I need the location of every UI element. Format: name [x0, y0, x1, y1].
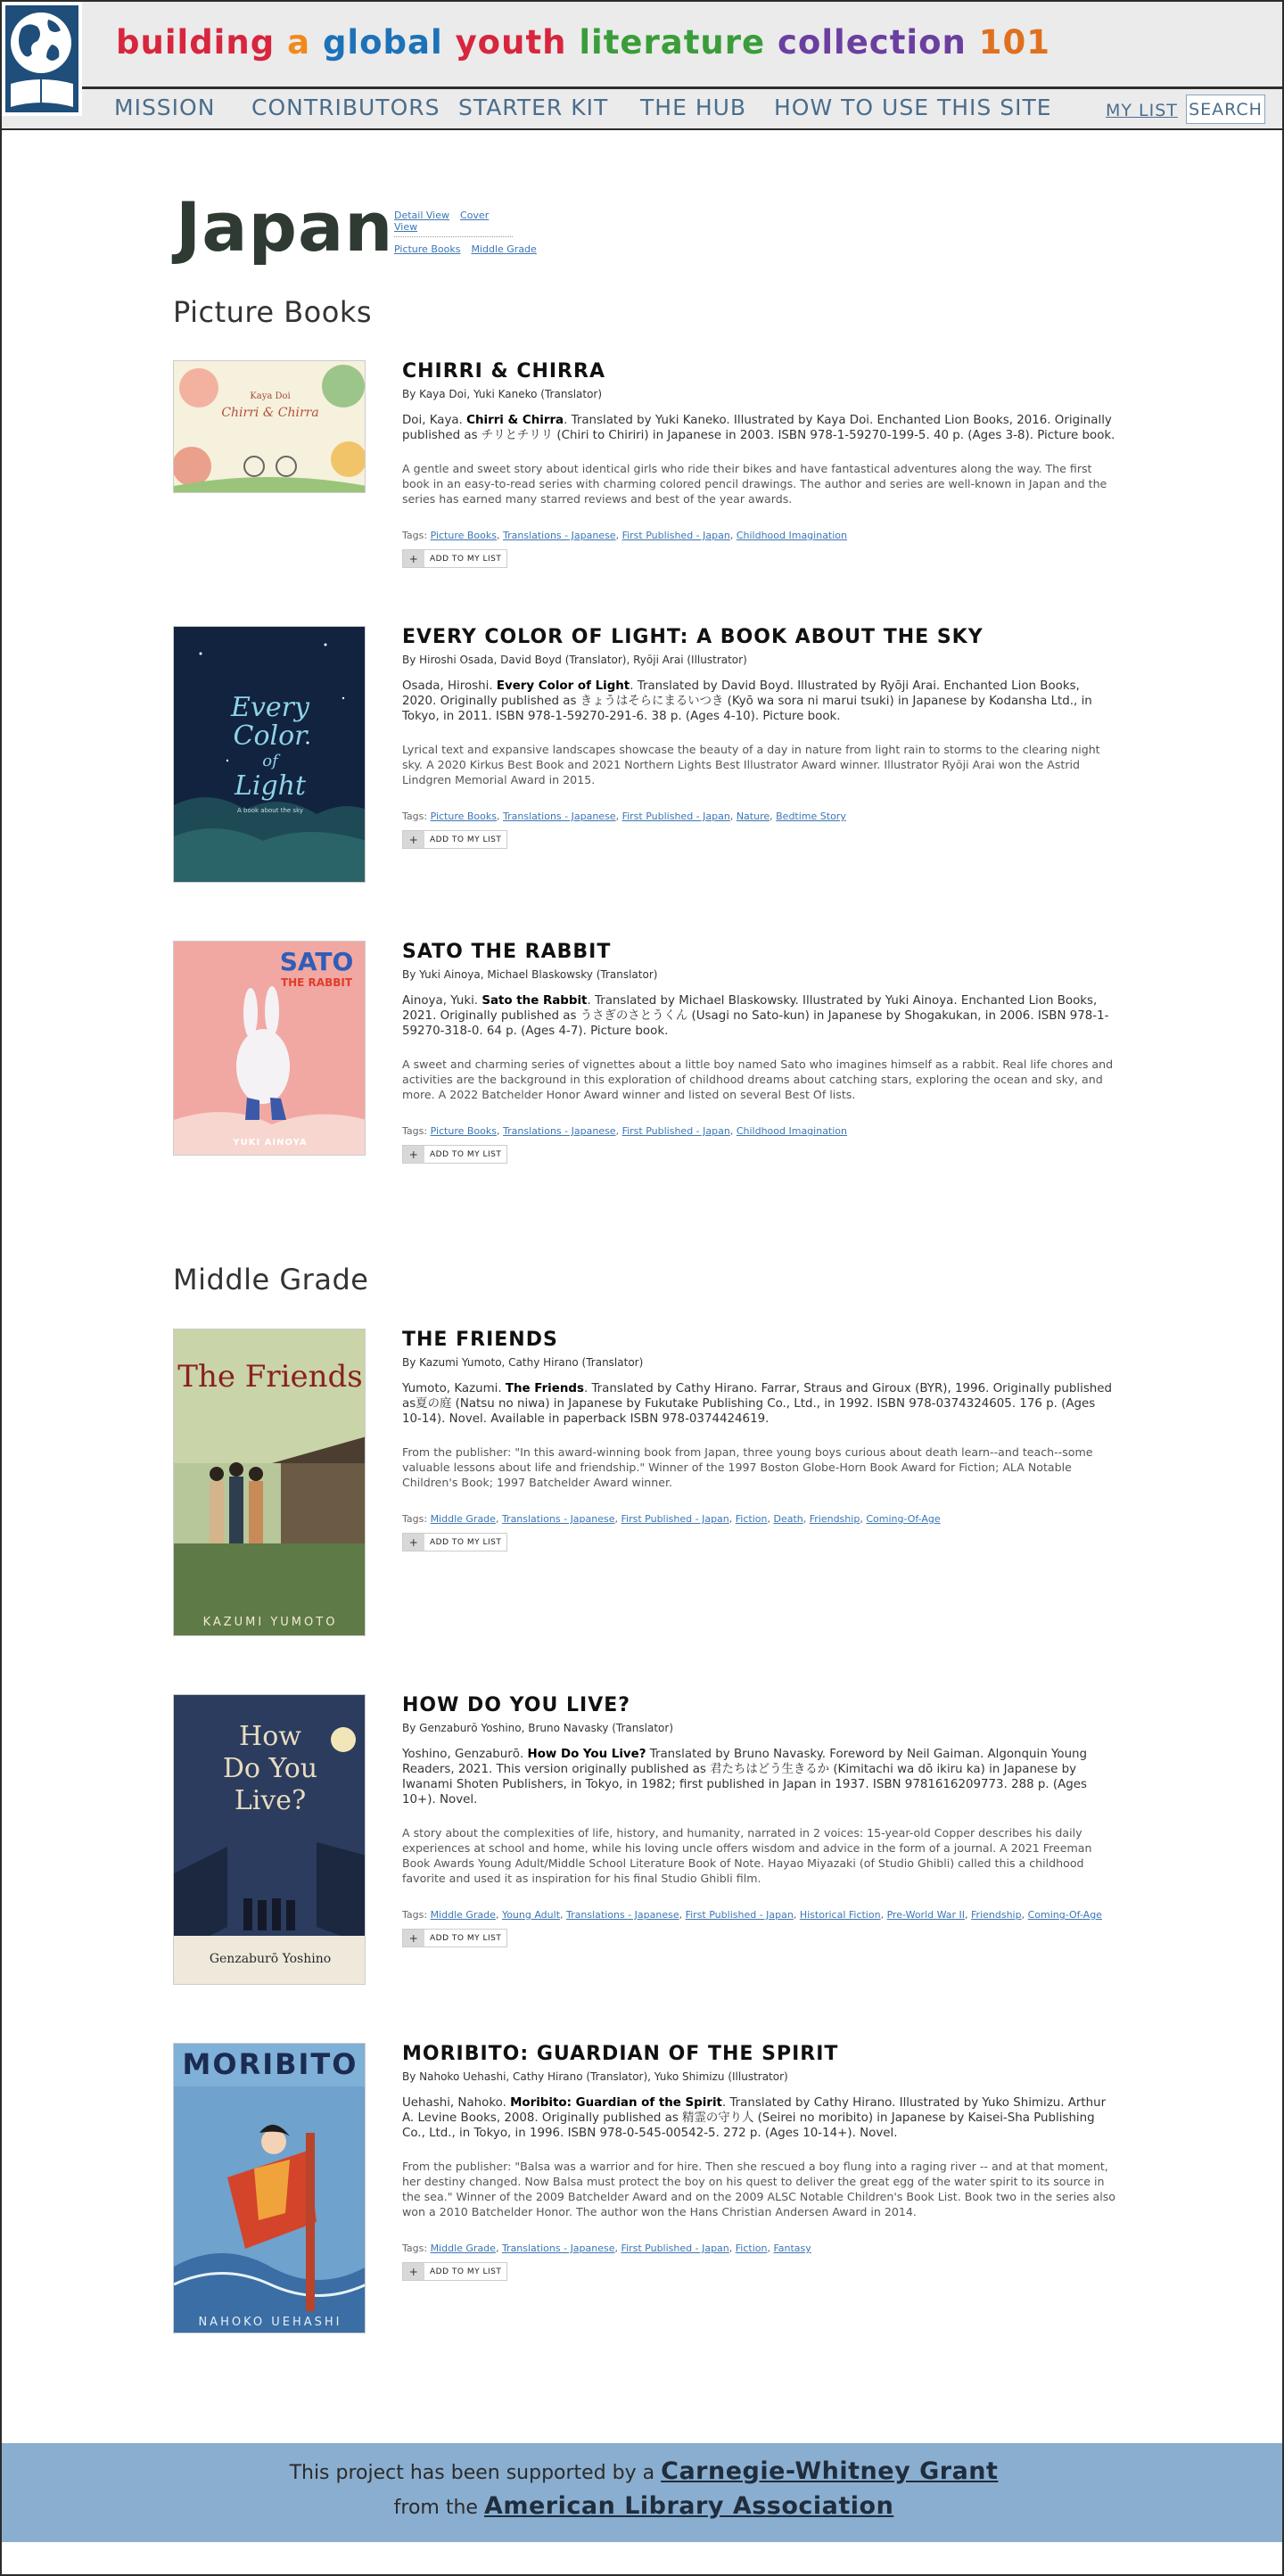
nav-how-to-use[interactable]: HOW TO USE THIS SITE: [774, 95, 1052, 120]
book-title[interactable]: MORIBITO: GUARDIAN OF THE SPIRIT: [402, 2043, 839, 2065]
cover-title-line: Light: [234, 770, 307, 802]
book-tags: Tags: Middle Grade, Young Adult, Translations - Japanese, First Published - Japan, Historical Fiction, Pre-World War II, Friendship, Coming-Of-Age: [402, 1909, 1102, 1921]
book-citation: Doi, Kaya. Chirri & Chirra. Translated by Yuki Kaneko. Illustrated by Kaya Doi. Enchanted Lion Books, 2016. Originally published as チリとチリリ (Chiri to Chiriri) in Japanese in 2003. ISBN 978-1-59270-199-5. 40 p. (Ages 3-8). Picture book.: [402, 414, 1115, 442]
tag-link[interactable]: Middle Grade: [430, 1513, 496, 1525]
book-description: A gentle and sweet story about identical girls who ride their bikes and have fantastical adventures along the way. The first book in an easy-to-read series with charming colored pencil drawings. The author and series are well-known in Japan and the series has earned many starred reviews and best of the year awards.: [402, 462, 1107, 506]
book-info: [402, 2043, 1115, 2281]
book-cover[interactable]: [173, 941, 366, 1156]
site-title-word: building: [116, 23, 276, 62]
cover-subtitle: A book about the sky: [236, 807, 304, 814]
book-title[interactable]: CHIRRI & CHIRRA: [402, 360, 605, 383]
book-cover[interactable]: [173, 1329, 366, 1636]
tag-link[interactable]: Pre-World War II: [886, 1909, 966, 1921]
cover-title-line: Color: [233, 720, 308, 752]
jump-picture-books-link[interactable]: Picture Books: [394, 243, 461, 255]
page-title: Japan: [176, 187, 394, 267]
add-to-list-button[interactable]: + ADD TO MY LIST: [402, 1929, 507, 1947]
book-title[interactable]: THE FRIENDS: [402, 1329, 558, 1351]
cover-art-moribito: [174, 2044, 366, 2333]
tag-link[interactable]: Coming-Of-Age: [1027, 1909, 1102, 1921]
site-title-word: global: [322, 23, 443, 62]
tag-link[interactable]: Nature: [736, 811, 770, 822]
nav-starter-kit[interactable]: STARTER KIT: [458, 95, 609, 120]
book-byline: By Kazumi Yumoto, Cathy Hirano (Translator): [402, 1356, 644, 1369]
cover-art-chirri: [174, 361, 366, 493]
site-title-word: collection: [778, 23, 967, 62]
site-title-word: [310, 23, 323, 62]
my-list-link[interactable]: MY LIST: [1106, 101, 1178, 120]
carnegie-whitney-link[interactable]: Carnegie-Whitney Grant: [661, 2457, 999, 2485]
book-byline: By Yuki Ainoya, Michael Blaskowsky (Translator): [402, 968, 658, 981]
book-byline: By Nahoko Uehashi, Cathy Hirano (Translator), Yuko Shimizu (Illustrator): [402, 2070, 788, 2083]
tag-link[interactable]: First Published - Japan: [621, 1513, 729, 1525]
book-byline: By Hiroshi Osada, David Boyd (Translator), Ryōji Arai (Illustrator): [402, 654, 747, 666]
book-description: A sweet and charming series of vignettes about a little boy named Sato who imagines himself as a rabbit. Real life chores and activities are the background in this exploration of childhood dreams about catching stars, exploring the ocean and sky, and more. A 2022 Batchelder Honor Award winner and listed on several Best Of lists.: [402, 1058, 1114, 1101]
book-description: From the publisher: "Balsa was a warrior and for hire. Then she rescued a boy flung into a raging river -- and at that moment, her destiny changed. Now Balsa must protect the boy on his quest to deliver the great egg of the water spirit to its source in the sea." Winner of the 2009 Batchelder Award and on the 2009 ALSC Notable Children's Book List. Book two in the series also won a 2010 Batchelder Honor. The author won the Hans Christian Andersen Award in 2014.: [402, 2160, 1115, 2218]
add-to-list-button[interactable]: + ADD TO MY LIST: [402, 1533, 507, 1551]
site-title-word: [275, 23, 287, 62]
tag-link[interactable]: Translations - Japanese: [503, 811, 616, 822]
book-info: [402, 626, 1115, 849]
tag-link[interactable]: First Published - Japan: [621, 530, 730, 541]
tag-link[interactable]: Picture Books: [430, 530, 497, 541]
site-title-word: [967, 23, 979, 62]
site-title-word: 101: [978, 23, 1050, 62]
cover-author: YUKI AINOYA: [233, 1138, 308, 1148]
book-title[interactable]: HOW DO YOU LIVE?: [402, 1694, 631, 1716]
cover-title: SATO: [279, 947, 354, 976]
book-byline: By Genzaburō Yoshino, Bruno Navasky (Translator): [402, 1722, 673, 1734]
ala-link[interactable]: American Library Association: [483, 2492, 894, 2520]
nav-contributors[interactable]: CONTRIBUTORS: [251, 95, 440, 120]
book-cover[interactable]: [173, 626, 366, 883]
tag-link[interactable]: First Published - Japan: [685, 1909, 794, 1921]
cover-title-line: Every: [231, 692, 309, 723]
tag-link[interactable]: First Published - Japan: [621, 1125, 730, 1137]
tag-link[interactable]: Historical Fiction: [799, 1909, 881, 1921]
plus-icon: +: [403, 1534, 424, 1551]
add-to-list-button[interactable]: + ADD TO MY LIST: [402, 549, 507, 568]
cover-art-sato: [174, 942, 366, 1156]
tag-link[interactable]: Translations - Japanese: [501, 2243, 615, 2254]
add-to-list-button[interactable]: + ADD TO MY LIST: [402, 1145, 507, 1164]
tag-link[interactable]: Middle Grade: [430, 2243, 496, 2254]
book-info: [402, 1329, 1115, 1551]
cover-title-line: Do You: [222, 1753, 318, 1784]
cover-title: Chirri & Chirra: [221, 406, 319, 420]
book-tags: Tags: Picture Books, Translations - Japanese, First Published - Japan, Childhood Imagination: [402, 1125, 848, 1137]
book-tags: Tags: Picture Books, Translations - Japanese, First Published - Japan, Nature, Bedtime Story: [402, 811, 846, 822]
cover-art-every-color: [174, 627, 366, 883]
book-cover[interactable]: [173, 1694, 366, 1985]
book-citation: Ainoya, Yuki. Sato the Rabbit. Translated by Michael Blaskowsky. Illustrated by Yuki Ainoya. Enchanted Lion Books, 2021. Originally published as うさぎのさとうくん (Usagi no Sato-kun) in Japanese by Shogakukan, in 2006. ISBN 978-1-59270-318-0. 64 p. (Ages 4-7). Picture book.: [402, 994, 1109, 1038]
book-tags: Tags: Middle Grade, Translations - Japanese, First Published - Japan, Fiction, Death, Friendship, Coming-Of-Age: [402, 1513, 941, 1525]
cover-art-the-friends: [174, 1329, 366, 1636]
book-byline: By Kaya Doi, Yuki Kaneko (Translator): [402, 388, 603, 400]
footer-line-2: from the American Library Association: [393, 2492, 894, 2520]
cover-author: NAHOKO UEHASHI: [198, 2316, 342, 2329]
plus-icon: +: [403, 550, 424, 567]
tag-link[interactable]: Picture Books: [430, 811, 497, 822]
cover-author: KAZUMI YUMOTO: [202, 1616, 338, 1629]
cover-title-line: of: [262, 752, 278, 770]
book-citation: Uehashi, Nahoko. Moribito: Guardian of the Spirit. Translated by Cathy Hirano. Illustrated by Yuko Shimizu. Arthur A. Levine Books, 2008. Originally published as 精霊の守り人 (Seirei no moribito) in Japanese by Kaisei-Sha Publishing Co., Ltd., in Tokyo, in 1996. ISBN 978-0-545-00542-5. 272 p. (Ages 10-14+). Novel.: [402, 2096, 1107, 2140]
view-links: [394, 210, 547, 255]
tag-link[interactable]: Friendship: [971, 1909, 1022, 1921]
tag-link[interactable]: Fantasy: [773, 2243, 811, 2254]
globe-book-logo[interactable]: [2, 2, 82, 118]
plus-icon: +: [403, 1146, 424, 1163]
tag-link[interactable]: Fiction: [735, 2243, 768, 2254]
tag-link[interactable]: Fiction: [735, 1513, 768, 1525]
book-info: [402, 360, 1115, 568]
section-title-middle-grade: Middle Grade: [173, 1263, 369, 1296]
cover-subtitle: THE RABBIT: [280, 976, 353, 989]
cover-title-line: Live?: [234, 1785, 307, 1816]
book-cover[interactable]: [173, 360, 366, 493]
tag-link[interactable]: Death: [773, 1513, 803, 1525]
site-title-word: a: [287, 23, 311, 62]
tag-link[interactable]: First Published - Japan: [621, 811, 730, 822]
site-title-word: youth: [455, 23, 567, 62]
tag-link[interactable]: Childhood Imagination: [736, 530, 848, 541]
add-to-list-button[interactable]: + ADD TO MY LIST: [402, 2262, 507, 2281]
cover-title: The Friends: [177, 1359, 363, 1395]
tag-link[interactable]: Picture Books: [430, 1125, 497, 1137]
jump-middle-grade-link[interactable]: Middle Grade: [471, 243, 537, 255]
cover-title: MORIBITO: [182, 2047, 358, 2081]
book-title[interactable]: SATO THE RABBIT: [402, 941, 612, 963]
book-citation: Osada, Hiroshi. Every Color of Light. Translated by David Boyd. Illustrated by Ryōji Arai. Enchanted Lion Books, 2020. Originally published as きょうはそらにまるいつき (Kyō wa sora ni marui tsuki) in Japanese by Kodansha Ltd., in Tokyo, in 2011. ISBN 978-1-59270-291-6. 38 p. (Ages 4-10). Picture book.: [402, 679, 1092, 723]
cover-author: Genzaburō Yoshino: [209, 1952, 332, 1966]
site-title-word: [566, 23, 579, 62]
tag-link[interactable]: Bedtime Story: [776, 811, 846, 822]
tag-link[interactable]: First Published - Japan: [621, 2243, 729, 2254]
footer-line-1: This project has been supported by a Carnegie-Whitney Grant: [289, 2457, 999, 2485]
book-title[interactable]: EVERY COLOR OF LIGHT: A BOOK ABOUT THE SKY: [402, 626, 984, 648]
cover-art-how-do-you-live: [174, 1695, 366, 1985]
tag-link[interactable]: Translations - Japanese: [566, 1909, 679, 1921]
nav-mission[interactable]: MISSION: [114, 95, 216, 120]
book-citation: Yoshino, Genzaburō. How Do You Live? Translated by Bruno Navasky. Foreword by Neil Gaiman. Algonquin Young Readers, 2021. This version originally published as 君たちはどう生きるか (Kimitachi wa dō ikiru ka) in Japanese by Iwanami Shoten Publishers, in Tokyo, in 1982; first published in Japan in 1937. ISBN 9781616209773. 288 p. (Ages 10+). Novel.: [402, 1748, 1088, 1806]
book-tags: Tags: Middle Grade, Translations - Japanese, First Published - Japan, Fiction, Fantasy: [402, 2243, 811, 2254]
book-info: [402, 941, 1115, 1164]
cover-view-link[interactable]: Cover View: [394, 210, 490, 233]
search-button[interactable]: SEARCH: [1186, 95, 1265, 124]
footer: [2, 2443, 1284, 2542]
add-to-list-button[interactable]: + ADD TO MY LIST: [402, 830, 507, 849]
book-description: A story about the complexities of life, history, and humanity, narrated in 2 voices: 15-year-old Copper describes his daily experiences at school and home, while his loving uncle offers wisdom and advice in the form of a journal. A 2021 Freeman Book Awards Young Adult/Middle School Literature Book of Note. Hayao Miyazaki (of Studio Ghibli) called this a childhood favorite and used it as inspiration for his final Studio Ghibli film.: [402, 1826, 1092, 1885]
book-description: Lyrical text and expansive landscapes showcase the beauty of a day in nature from light rain to storms to the clearing night sky. A 2020 Kirkus Best Book and 2021 Northern Lights Best Illustrator Award winner. Illustrator Ryōji Arai won the Astrid Lindgren Memorial Award in 2015.: [402, 743, 1100, 786]
site-title-word: [765, 23, 778, 62]
book-tags: Tags: Picture Books, Translations - Japanese, First Published - Japan, Childhood Imagination: [402, 530, 848, 541]
tag-link[interactable]: Middle Grade: [430, 1909, 496, 1921]
site-title[interactable]: [116, 23, 1050, 62]
nav-the-hub[interactable]: THE HUB: [640, 95, 747, 120]
book-citation: Yumoto, Kazumi. The Friends. Translated by Cathy Hirano. Farrar, Straus and Giroux (BYR), 1996. Originally published as夏の庭 (Natsu no niwa) in Japanese by Fukutake Publishing Co., Ltd., in 1992. ISBN 978-0374324605. 176 p. (Ages 10-14). Novel. Available in paperback ISBN 978-0374424619.: [402, 1382, 1113, 1426]
book-cover[interactable]: [173, 2043, 366, 2333]
detail-view-link[interactable]: Detail View: [394, 210, 450, 221]
plus-icon: +: [403, 831, 424, 848]
site-title-word: [443, 23, 456, 62]
tag-link[interactable]: Translations - Japanese: [503, 1125, 616, 1137]
tag-link[interactable]: Coming-Of-Age: [866, 1513, 941, 1525]
book-info: [402, 1694, 1115, 1947]
plus-icon: +: [403, 2263, 424, 2280]
tag-link[interactable]: Friendship: [809, 1513, 860, 1525]
tag-link[interactable]: Childhood Imagination: [736, 1125, 848, 1137]
tag-link[interactable]: Young Adult: [501, 1909, 561, 1921]
site-title-word: literature: [579, 23, 766, 62]
tag-link[interactable]: Translations - Japanese: [501, 1513, 615, 1525]
cover-title-line: How: [239, 1721, 301, 1752]
book-description: From the publisher: "In this award-winning book from Japan, three young boys curious about death learn--and teach--some valuable lessons about life and friendship." Winner of the 1997 Boston Globe-Horn Book Award for Fiction; ALA Notable Children's Book; 1997 Batchelder Award winner.: [402, 1445, 1093, 1489]
tag-link[interactable]: Translations - Japanese: [503, 530, 616, 541]
section-title-picture-books: Picture Books: [173, 295, 373, 329]
plus-icon: +: [403, 1930, 424, 1946]
cover-author: Kaya Doi: [250, 391, 291, 401]
